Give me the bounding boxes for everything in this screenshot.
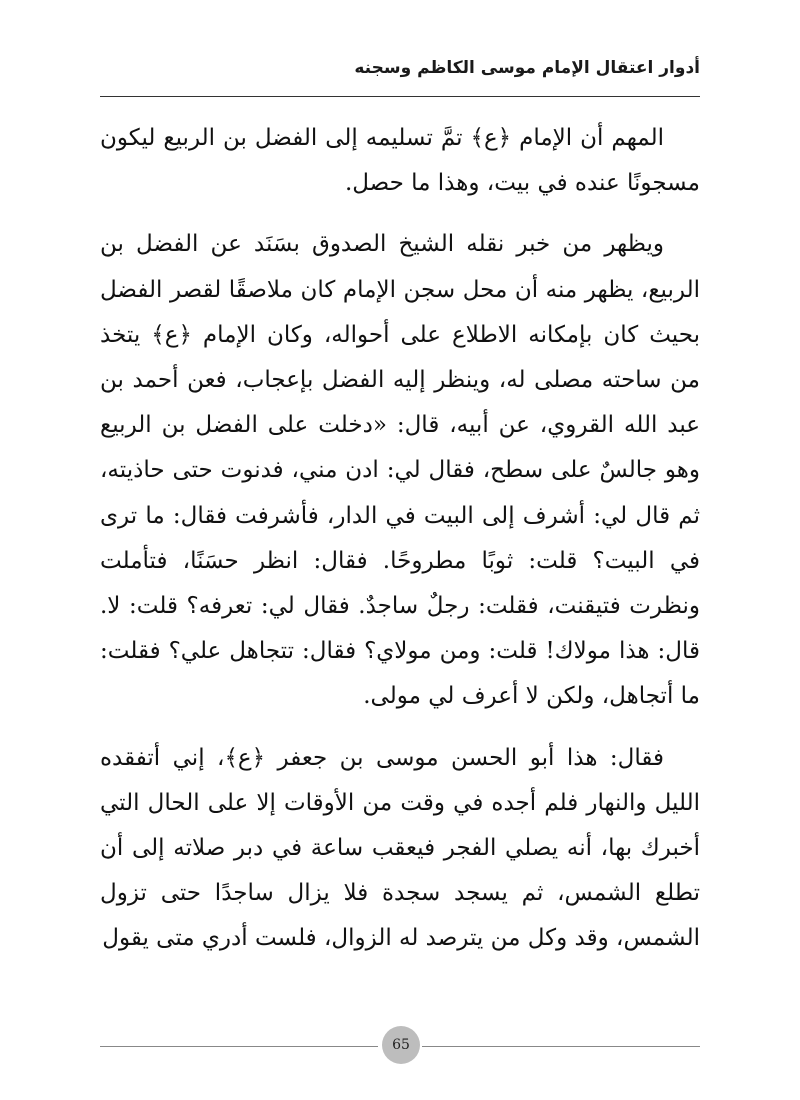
page-number-badge: 65 [382,1026,420,1064]
running-header: أدوار اعتقال الإمام موسى الكاظم وسجنه [354,58,700,78]
page-footer [100,1026,700,1066]
footer-divider-right [422,1046,700,1047]
header-divider [100,96,700,97]
paragraph-1: المهم أن الإمام ﴿ع﴾ تمَّ تسليمه إلى الفضل بن الربيع ليكون مسجونًا عنده في بيت، وهذا ما حصل. [100,125,700,197]
page-body [100,116,700,962]
paragraph-2: ويظهر من خبر نقله الشيخ الصدوق بسَنَد عن الفضل بن الربيع، يظهر منه أن محل سجن الإمام كان ملاصقًا لقصر الفضل بحيث كان بإمكانه الاطلاع على أحواله، وكان الإمام ﴿ع﴾ يتخذ من ساحته مصلى له، وينظر إليه الفضل بإعجاب، فعن أحمد بن عبد الله القروي، عن أبيه، قال: «دخلت على الفضل بن الربيع وهو جالسٌ على سطح، فقال لي: ادن مني، فدنوت حتى حاذيته، ثم قال لي: أشرف إلى البيت في الدار، فأشرفت فقال: ما ترى في البيت؟ قلت: ثوبًا مطروحًا. فقال: انظر حسَنًا، فتأملت ونظرت فتيقنت، فقلت: رجلٌ ساجدٌ. فقال لي: تعرفه؟ قلت: لا. قال: هذا مولاك! قلت: ومن مولاي؟ فقال: تتجاهل علي؟ فقلت: ما أتجاهل، ولكن لا أعرف لي مولى. [100,231,700,710]
footer-divider-left [100,1046,378,1047]
paragraph-3: فقال: هذا أبو الحسن موسى بن جعفر ﴿ع﴾، إني أتفقده الليل والنهار فلم أجده في وقت من الأوقات إلا على الحال التي أخبرك بها، أنه يصلي الفجر فيعقب ساعة في دبر صلاته إلى أن تطلع الشمس، ثم يسجد سجدة فلا يزال ساجدًا حتى تزول الشمس، وقد وكل من يترصد له الزوال، فلست أدري متى يقول [100,744,700,952]
